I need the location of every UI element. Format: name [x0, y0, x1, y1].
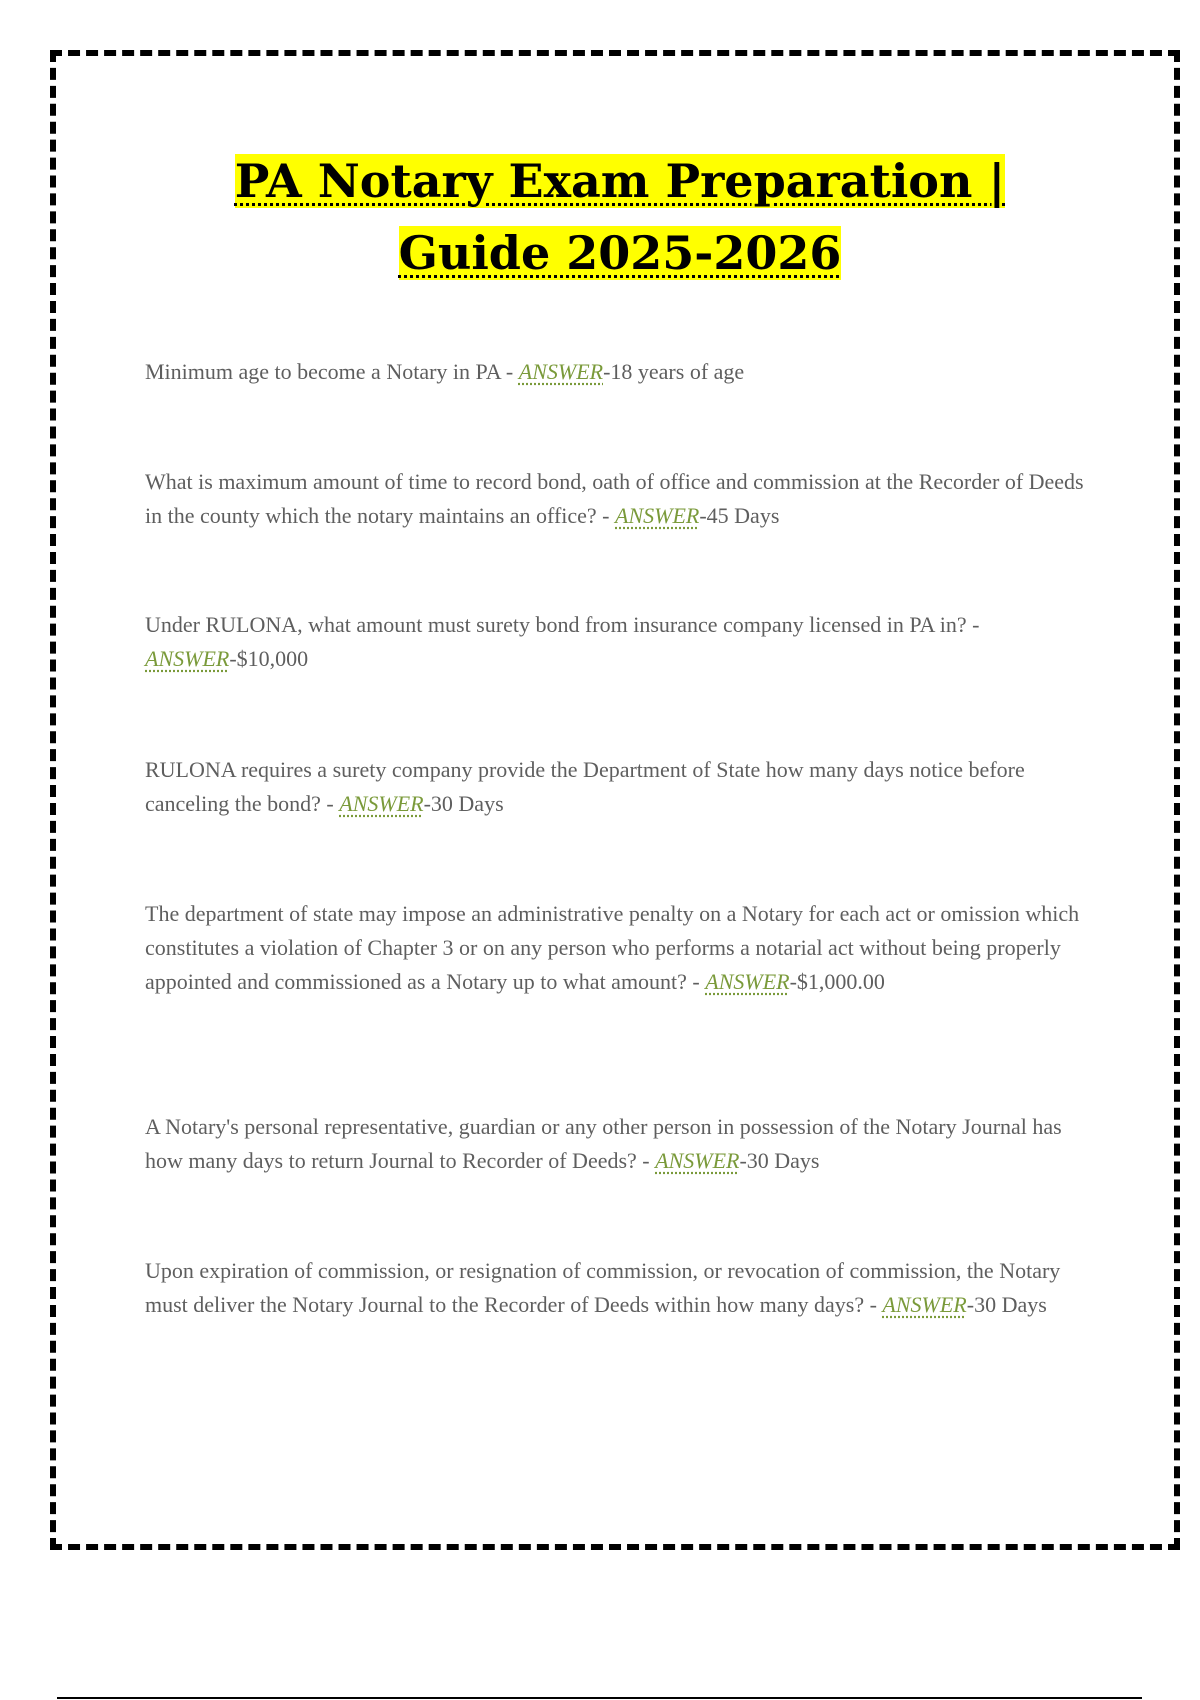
answer-text: -30 Days — [966, 1292, 1047, 1317]
qa-item — [145, 465, 1095, 533]
question-text: Minimum age to become a Notary in PA - — [145, 359, 519, 384]
question-text: What is maximum amount of time to record bond, oath of office and commission at the Recorder of Deeds in the county which the notary maintains an office? - — [145, 469, 1084, 528]
answer-text: -$10,000 — [229, 646, 309, 671]
answer-label: ANSWER — [705, 969, 790, 994]
answer-label: ANSWER — [145, 646, 230, 671]
qa-item — [145, 897, 1095, 999]
answer-text: -30 Days — [739, 1148, 820, 1173]
footer-rule — [57, 1697, 1142, 1699]
answer-label: ANSWER — [615, 503, 700, 528]
question-text: Under RULONA, what amount must surety bond from insurance company licensed in PA in? - — [145, 612, 980, 637]
answer-text: -45 Days — [699, 503, 780, 528]
answer-label: ANSWER — [882, 1292, 967, 1317]
question-text: The department of state may impose an administrative penalty on a Notary for each act or omission which constitutes a violation of Chapter 3 or on any person who performs a notarial act without being properly appointed and commissioned as a Notary up to what amount? - — [145, 901, 1080, 994]
answer-label: ANSWER — [518, 359, 604, 384]
question-text: RULONA requires a surety company provide the Department of State how many days notice before canceling the bond? - — [145, 757, 1025, 816]
answer-text: -$1,000.00 — [789, 969, 885, 994]
qa-item — [145, 1254, 1095, 1322]
answer-label: ANSWER — [655, 1148, 740, 1173]
qa-item — [145, 355, 1095, 389]
question-text: Upon expiration of commission, or resignation of commission, or revocation of commission, the Notary must deliver the Notary Journal to the Recorder of Deeds within how many days? - — [145, 1258, 1061, 1317]
answer-label: ANSWER — [339, 791, 424, 816]
qa-item — [145, 753, 1095, 821]
question-text: A Notary's personal representative, guardian or any other person in possession of the Notary Journal has how many days to return Journal to Recorder of Deeds? - — [145, 1114, 1062, 1173]
document-title: PA Notary Exam Preparation | Guide 2025-2026 — [234, 154, 1006, 280]
title-block — [0, 145, 1200, 289]
answer-text: -18 years of age — [603, 359, 745, 384]
qa-item — [145, 608, 1095, 676]
qa-item — [145, 1110, 1095, 1178]
answer-text: -30 Days — [423, 791, 504, 816]
